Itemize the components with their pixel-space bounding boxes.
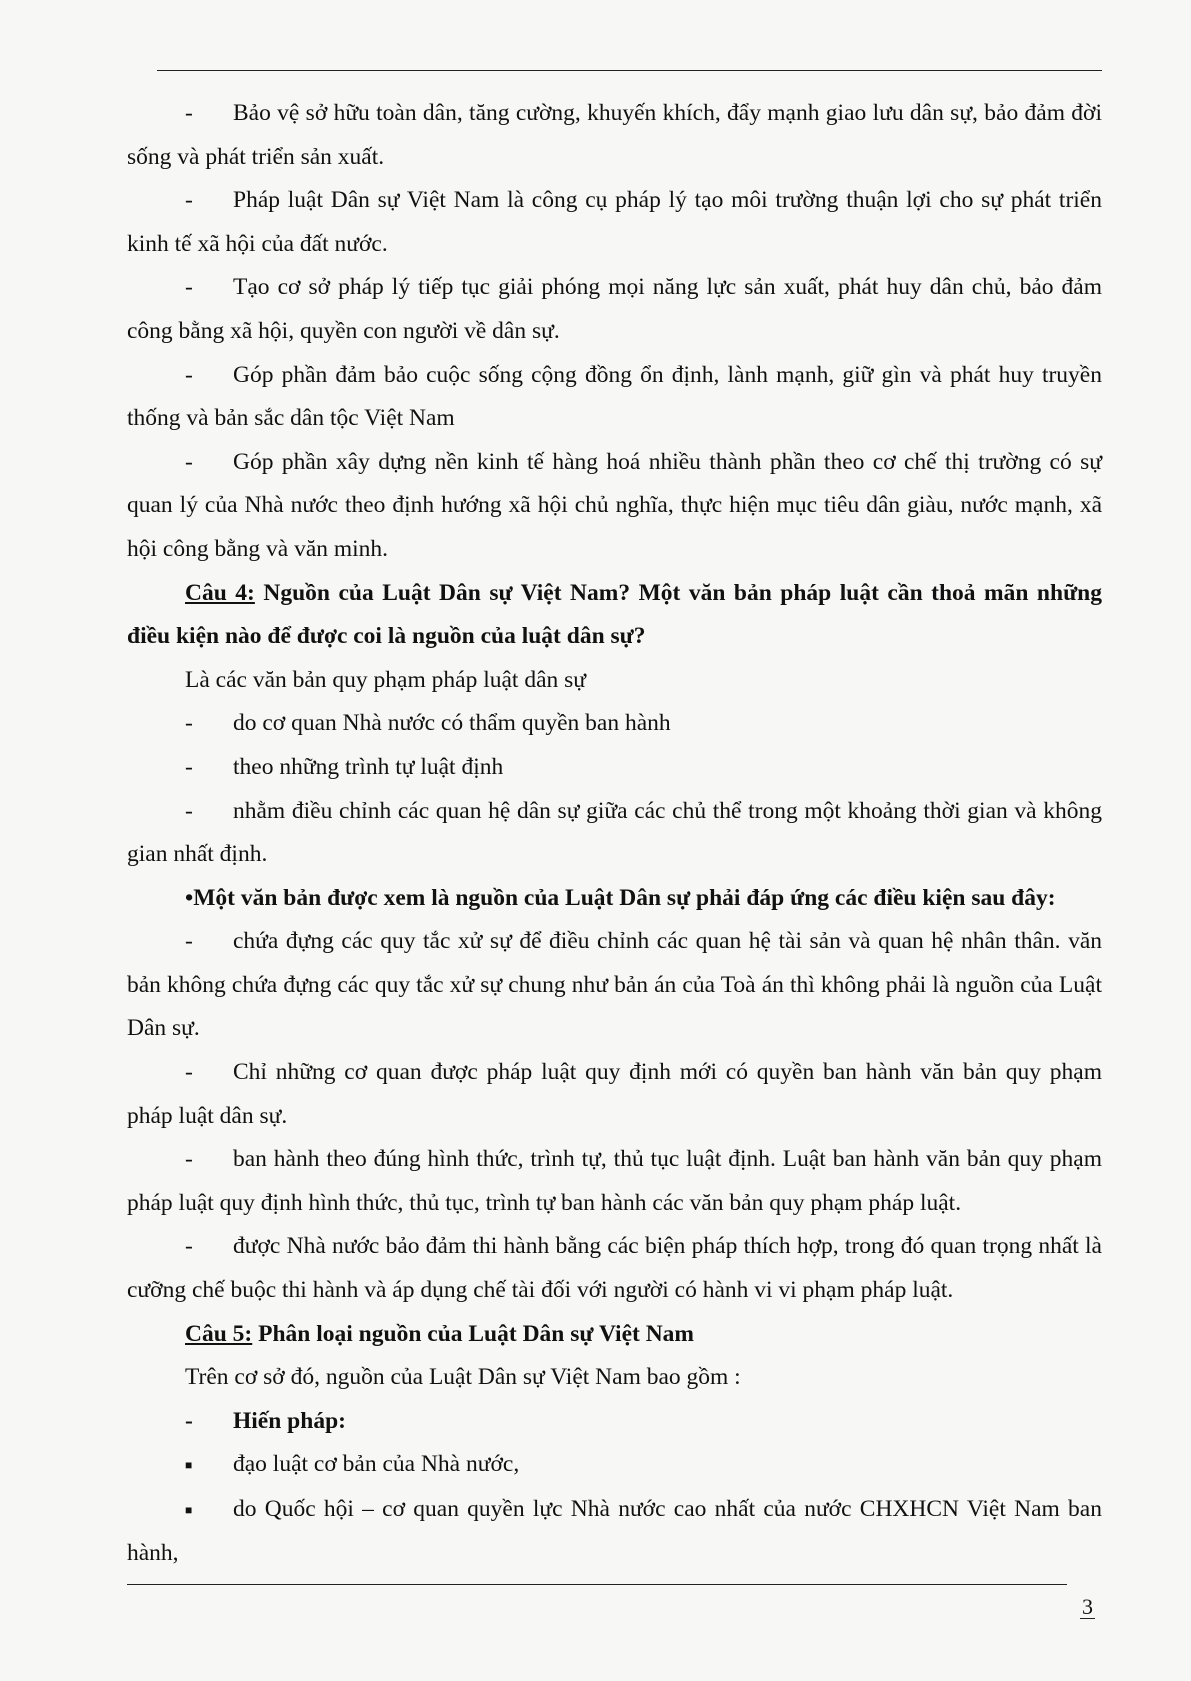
condition-item: - được Nhà nước bảo đảm thi hành bằng các biện pháp thích hợp, trong đó quan trọng nhất là cưỡng chế buộc thi hành và áp dụng chế tài đối với người có hành vi vi phạm pháp luật.	[127, 1233, 1102, 1304]
list-item: - theo những trình tự luật định	[185, 753, 504, 780]
square-bullet-item: ■ do Quốc hội – cơ quan quyền lực Nhà nước cao nhất của nước CHXHCN Việt Nam ban hành,	[127, 1488, 1102, 1576]
paragraph: - Tạo cơ sở pháp lý tiếp tục giải phóng mọi năng lực sản xuất, phát huy dân chủ, bảo đảm công bằng xã hội, quyền con người về dân sự.	[127, 274, 1102, 344]
paragraph-text: Góp phần đảm bảo cuộc sống cộng đồng ổn định, lành mạnh, giữ gìn và phát huy truyền thống và bản sắc dân tộc Việt Nam	[127, 361, 1102, 432]
page-body	[127, 92, 1102, 1576]
paragraph-text: Bảo vệ sở hữu toàn dân, tăng cường, khuyến khích, đẩy mạnh giao lưu dân sự, bảo đảm đời sống và phát triển sản xuất.	[127, 100, 1102, 170]
list-item: - nhằm điều chỉnh các quan hệ dân sự giữa các chủ thể trong một khoảng thời gian và không gian nhất định.	[127, 797, 1102, 868]
question-4-label: Câu 4:	[185, 579, 255, 606]
question-5-title: Phân loại nguồn của Luật Dân sự Việt Nam	[252, 1320, 694, 1347]
conditions-heading: •Một văn bản được xem là nguồn của Luật Dân sự phải đáp ứng các điều kiện sau đây:	[185, 884, 1056, 911]
question-4-title: Nguồn của Luật Dân sự Việt Nam? Một văn bản pháp luật cần thoả mãn những điều kiện nào để được coi là nguồn của luật dân sự?	[127, 579, 1102, 650]
paragraph: - Góp phần đảm bảo cuộc sống cộng đồng ổn định, lành mạnh, giữ gìn và phát huy truyền thống và bản sắc dân tộc Việt Nam	[127, 361, 1102, 432]
paragraph-text: Tạo cơ sở pháp lý tiếp tục giải phóng mọi năng lực sản xuất, phát huy dân chủ, bảo đảm công bằng xã hội, quyền con người về dân sự.	[127, 274, 1102, 344]
bullet-dot-icon: •	[185, 884, 194, 911]
square-bullet-item: ■ đạo luật cơ bản của Nhà nước,	[127, 1443, 1102, 1487]
paragraph: - Pháp luật Dân sự Việt Nam là công cụ pháp lý tạo môi trường thuận lợi cho sự phát triển kinh tế xã hội của đất nước.	[127, 187, 1102, 257]
footer-rule	[127, 1584, 1067, 1585]
page-number: 3	[1082, 1594, 1093, 1619]
question-5-label: Câu 5:	[185, 1320, 253, 1347]
hien-phap-item: - Hiến pháp:	[185, 1407, 346, 1434]
paragraph-text: Góp phần xây dựng nền kinh tế hàng hoá nhiều thành phần theo cơ chế thị trường có sự quan lý của Nhà nước theo định hướng xã hội chủ nghĩa, thực hiện mục tiêu dân giàu, nước mạnh, xã hội công bằng và văn minh.	[127, 448, 1102, 562]
condition-item: - ban hành theo đúng hình thức, trình tự, thủ tục luật định. Luật ban hành văn bản quy phạm pháp luật quy định hình thức, thủ tục, trình tự ban hành các văn bản quy phạm pháp luật.	[127, 1146, 1102, 1216]
header-rule	[157, 70, 1102, 71]
paragraph: - Bảo vệ sở hữu toàn dân, tăng cường, khuyến khích, đẩy mạnh giao lưu dân sự, bảo đảm đời sống và phát triển sản xuất.	[127, 100, 1102, 170]
paragraph: - Góp phần xây dựng nền kinh tế hàng hoá nhiều thành phần theo cơ chế thị trường có sự quan lý của Nhà nước theo định hướng xã hội chủ nghĩa, thực hiện mục tiêu dân giàu, nước mạnh, xã hội công bằng và văn minh.	[127, 448, 1102, 562]
question-4-heading	[127, 572, 1102, 659]
question-5-heading	[127, 1313, 1102, 1357]
condition-item: - chứa đựng các quy tắc xử sự để điều chỉnh các quan hệ tài sản và quan hệ nhân thân. văn bản không chứa đựng các quy tắc xử sự chung như bản án của Toà án thì không phải là nguồn của Luật Dân sự.	[127, 928, 1102, 1042]
list-item: - do cơ quan Nhà nước có thẩm quyền ban hành	[185, 710, 671, 737]
square-bullet-icon: ■	[185, 1502, 193, 1517]
paragraph-text: Pháp luật Dân sự Việt Nam là công cụ pháp lý tạo môi trường thuận lợi cho sự phát triển kinh tế xã hội của đất nước.	[127, 187, 1102, 257]
q4-intro: Là các văn bản quy phạm pháp luật dân sự	[185, 666, 587, 693]
condition-item: - Chỉ những cơ quan được pháp luật quy định mới có quyền ban hành văn bản quy phạm pháp luật dân sự.	[127, 1059, 1102, 1129]
q5-intro: Trên cơ sở đó, nguồn của Luật Dân sự Việt Nam bao gồm :	[185, 1364, 741, 1391]
square-bullet-icon: ■	[185, 1458, 193, 1473]
